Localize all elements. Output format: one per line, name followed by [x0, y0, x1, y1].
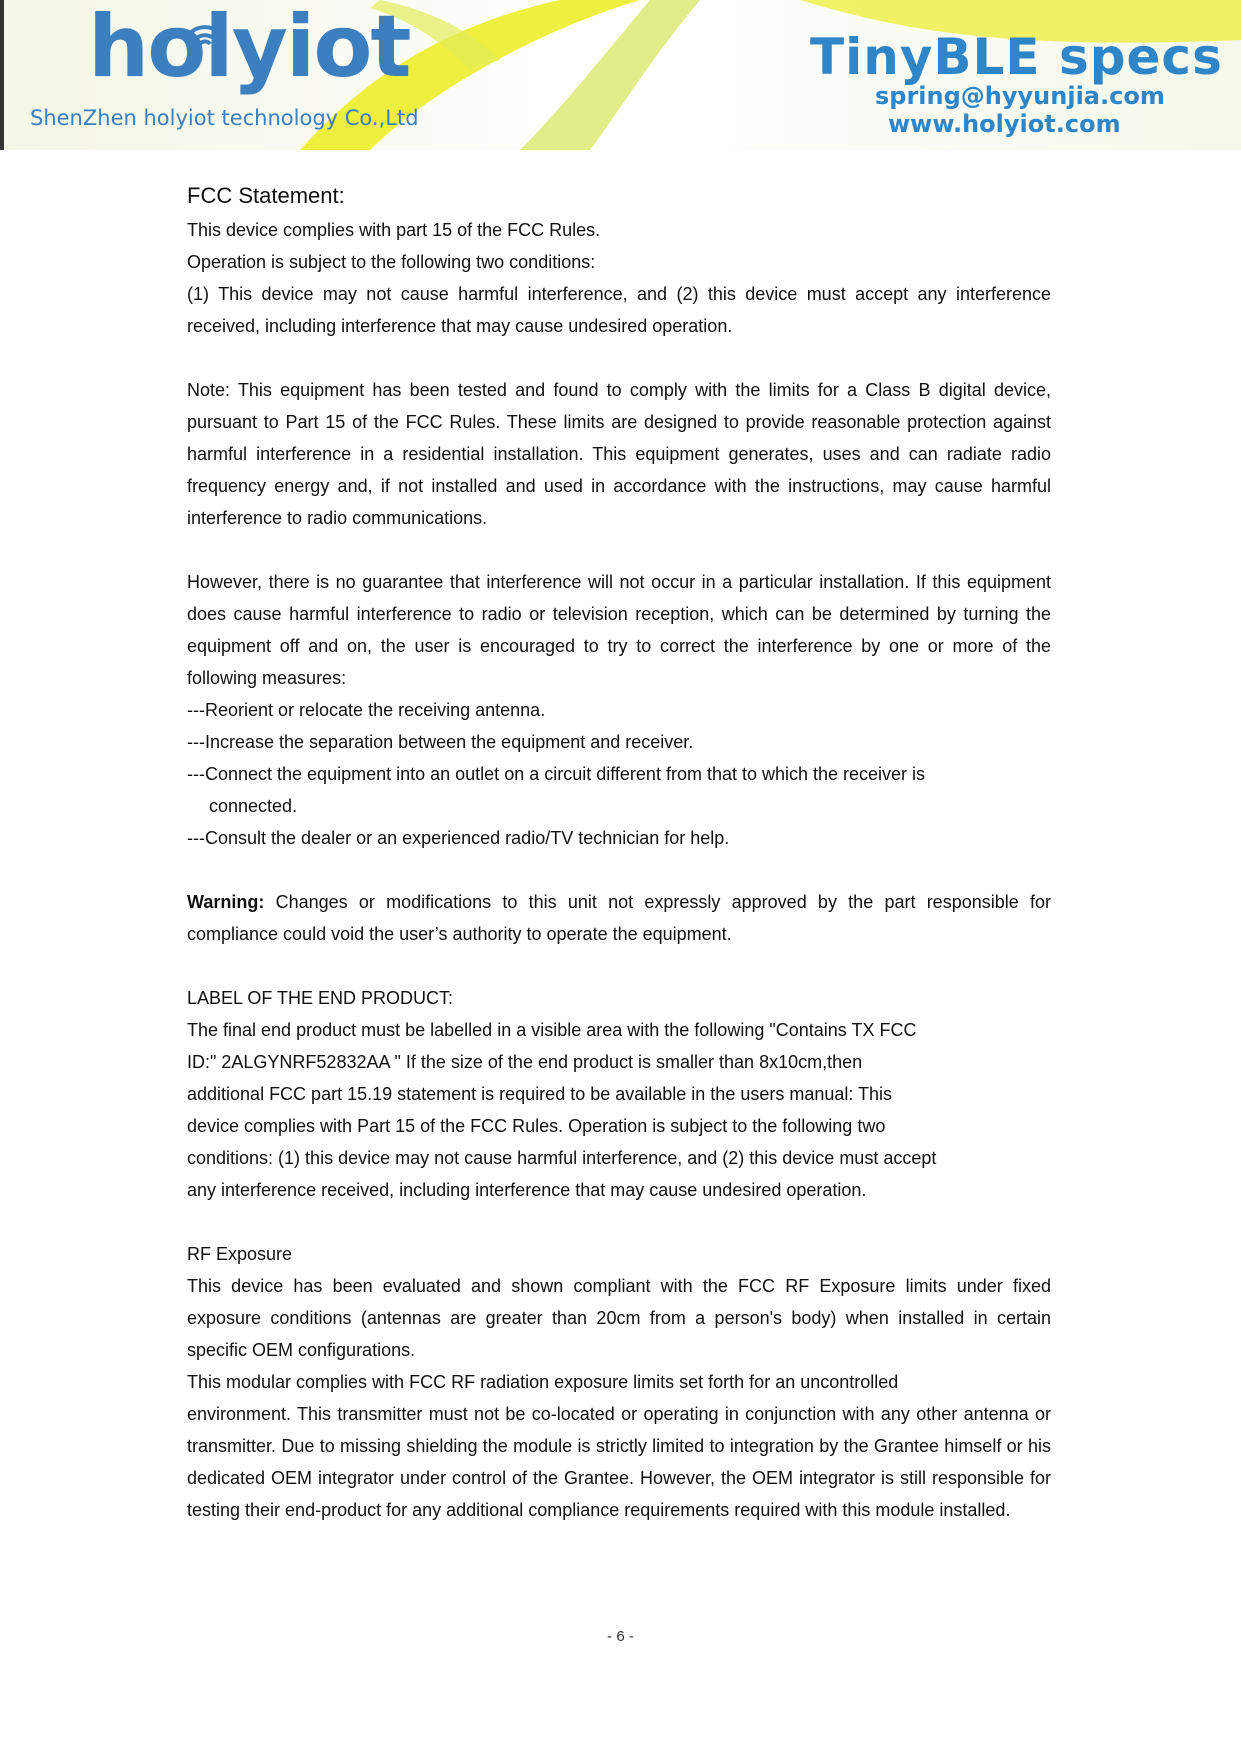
rf-paragraph: environment. This transmitter must not be co-located or operating in conjunction with any other antenna or transmitter. Due to missing shielding the module is strictly limited to integration by the Grantee himself or his dedicated OEM integrator under control of the Grantee. However, the OEM integrator is still responsible for testing their end-product for any additional compliance requirements required with this module installed. [187, 1404, 1051, 1520]
page-header [0, 0, 1241, 150]
statement-line: This device complies with part 15 of the FCC Rules. [187, 220, 601, 240]
measure-item-continued: connected. [209, 796, 298, 816]
page-title: FCC Statement: [187, 183, 345, 208]
page-number: - 6 - [607, 1628, 634, 1645]
label-line: The final end product must be labelled in a visible area with the following "Contains TX FCC [187, 1020, 917, 1040]
note-paragraph: Note: This equipment has been tested and found to comply with the limits for a Class B digital device, pursuant to Part 15 of the FCC Rules. These limits are designed to provide reasonable protection against harmful interference in a residential installation. This equipment generates, uses and can radiate radio frequency energy and, if not installed and used in accordance with the instructions, may cause harmful interference to radio communications. [187, 380, 1051, 528]
label-line: conditions: (1) this device may not cause harmful interference, and (2) this device must accept [187, 1148, 937, 1168]
measure-item: ---Consult the dealer or an experienced radio/TV technician for help. [187, 828, 730, 848]
contact-email: spring@hyyunjia.com [875, 82, 1165, 110]
website-url: www.holyiot.com [888, 110, 1121, 138]
label-line: ID:" 2ALGYNRF52832AA " If the size of the end product is smaller than 8x10cm,then [187, 1052, 863, 1072]
warning-text: Changes or modifications to this unit not expressly approved by the part responsible for compliance could void the user’s authority to operate the equipment. [187, 892, 1051, 944]
rf-paragraph: This device has been evaluated and shown compliant with the FCC RF Exposure limits under fixed exposure conditions (antennas are greater than 20cm from a person's body) when installed in certain specific OEM configurations. [187, 1276, 1051, 1360]
measure-item: ---Increase the separation between the equipment and receiver. [187, 732, 694, 752]
measure-item: ---Connect the equipment into an outlet on a circuit different from that to which the receiver is [187, 764, 926, 784]
warning-label: Warning: [187, 892, 265, 912]
statement-conditions: (1) This device may not cause harmful interference, and (2) this device must accept any interference received, including interference that may cause undesired operation. [187, 284, 1051, 336]
document-body [187, 178, 1051, 1526]
label-line: device complies with Part 15 of the FCC Rules. Operation is subject to the following two [187, 1116, 886, 1136]
statement-line: Operation is subject to the following two conditions: [187, 252, 596, 272]
company-name: ShenZhen holyiot technology Co.,Ltd [30, 106, 419, 130]
label-heading: LABEL OF THE END PRODUCT: [187, 988, 454, 1008]
rf-heading: RF Exposure [187, 1244, 293, 1264]
however-paragraph: However, there is no guarantee that interference will not occur in a particular installation. If this equipment does cause harmful interference to radio or television reception, which can be determined by turning the equipment off and on, the user is encouraged to try to correct the interference by one or more of the following measures: [187, 572, 1051, 688]
warning-paragraph [187, 886, 1051, 950]
rf-line: This modular complies with FCC RF radiation exposure limits set forth for an uncontrolled [187, 1372, 899, 1392]
measure-item: ---Reorient or relocate the receiving antenna. [187, 700, 546, 720]
company-logo: holyiot [88, 0, 410, 97]
label-line: additional FCC part 15.19 statement is required to be available in the users manual: This [187, 1084, 893, 1104]
label-line: any interference received, including interference that may cause undesired operation. [187, 1180, 867, 1200]
spec-title: TinyBLE specs [810, 28, 1223, 86]
